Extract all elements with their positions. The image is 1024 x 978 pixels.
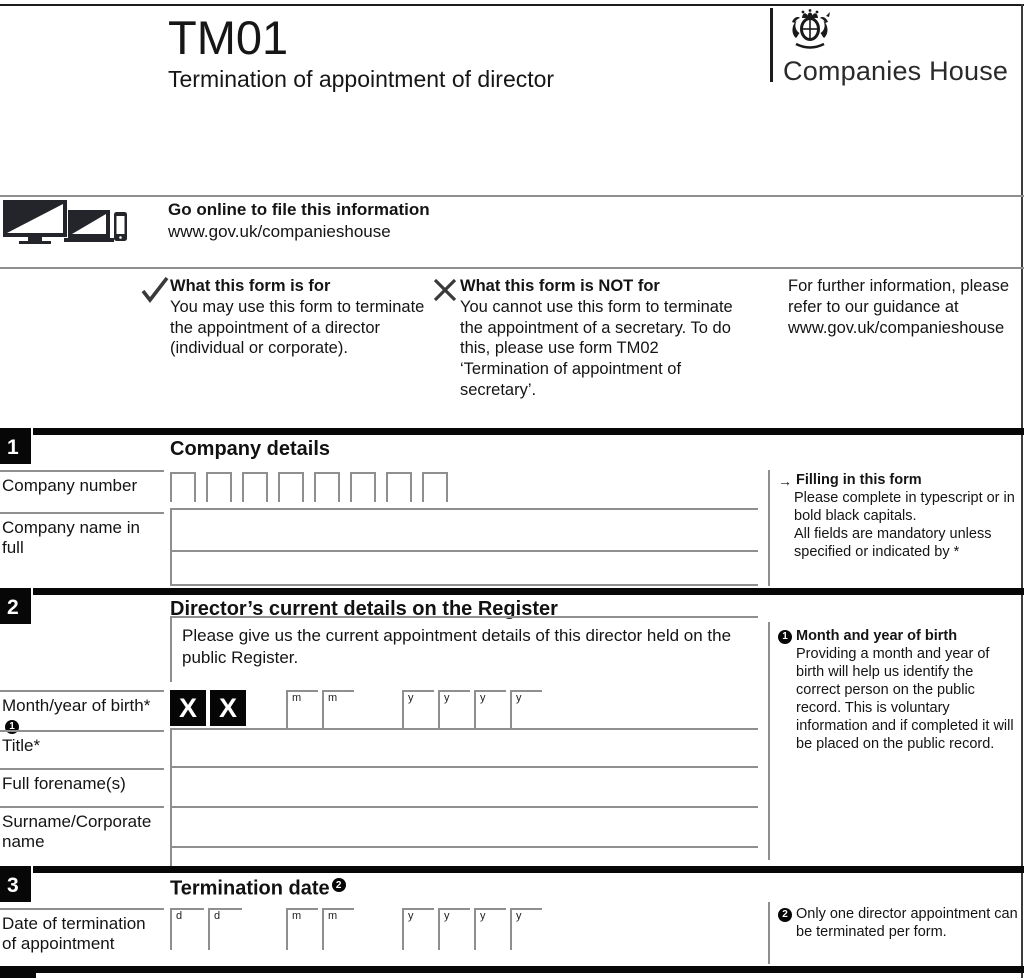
logo-divider	[770, 8, 773, 82]
termination-month-cell-1[interactable]: m	[286, 908, 318, 950]
section2-number: 2	[0, 588, 33, 626]
month-year-birth-note-heading: Month and year of birth	[796, 628, 958, 644]
company-number-cell-4[interactable]	[278, 472, 304, 502]
divider	[0, 195, 1024, 197]
title-label: Title*	[0, 730, 164, 756]
divider	[0, 267, 1024, 269]
checkmark-icon	[140, 276, 170, 304]
company-number-cell-7[interactable]	[386, 472, 412, 502]
what-form-is-not-for-body: You cannot use this form to terminate the appointment of a secretary. To do this, please use form TM02 ‘Termination of appointment of secretary’.	[460, 297, 733, 399]
forename-field[interactable]	[170, 766, 758, 806]
birth-year-cell-4[interactable]: y	[510, 690, 542, 728]
company-number-cell-3[interactable]	[242, 472, 268, 502]
month-year-birth-note	[778, 628, 1020, 754]
one-termination-note-body: Only one director appointment can be terminated per form.	[796, 906, 1018, 940]
what-form-is-for-body: You may use this form to terminate the appointment of a director (individual or corporate).	[170, 297, 425, 358]
birth-year-cell-1[interactable]: y	[402, 690, 434, 728]
royal-crest-icon	[786, 8, 834, 54]
birth-month-cell-2[interactable]: m	[322, 690, 354, 728]
section2-bar	[0, 588, 1024, 595]
title-field[interactable]	[170, 728, 758, 766]
termination-year-cell-4[interactable]: y	[510, 908, 542, 950]
notes-divider	[768, 902, 770, 964]
filling-in-form-body1: Please complete in typescript or in bold black capitals.	[794, 490, 1015, 525]
company-number-cell-8[interactable]	[422, 472, 448, 502]
note-ref-1-icon: 1	[5, 720, 19, 734]
surname-field-row2[interactable]	[170, 846, 758, 866]
what-form-is-for	[170, 276, 442, 359]
section2-instruction: Please give us the current appointment details of this director held on the public Register.	[170, 616, 758, 682]
page-right-edge	[1021, 4, 1023, 978]
termination-year-cell-3[interactable]: y	[474, 908, 506, 950]
section1-bar	[0, 428, 1024, 435]
note-ref-1-icon: 1	[778, 630, 792, 644]
termination-month-cell-2[interactable]: m	[322, 908, 354, 950]
company-name-field-row1[interactable]	[170, 508, 758, 550]
note-ref-2-icon: 2	[778, 908, 792, 922]
section3-bar	[0, 866, 1024, 873]
notes-divider	[768, 622, 770, 860]
filling-in-form-note	[778, 472, 1020, 562]
filling-in-form-body2: All fields are mandatory unless specified or indicated by *	[794, 526, 992, 561]
termination-date-label: Date of termination of appointment	[0, 908, 164, 954]
birth-month-blocked-cell-1: X	[170, 690, 206, 726]
note-ref-2-icon: 2	[332, 878, 346, 892]
go-online-heading: Go online to file this information	[168, 200, 430, 219]
forename-label: Full forename(s)	[0, 768, 164, 794]
termination-day-cell-1[interactable]: d	[170, 908, 204, 950]
birth-date-label: Month/year of birth*1	[0, 690, 164, 736]
termination-day-cell-2[interactable]: d	[208, 908, 242, 950]
company-name-label: Company name in full	[0, 512, 164, 558]
section1-number: 1	[0, 428, 33, 466]
birth-year-cell-2[interactable]: y	[438, 690, 470, 728]
devices-icon	[2, 199, 128, 245]
section4-number-stub	[0, 973, 36, 978]
company-name-field-row2[interactable]	[170, 550, 758, 586]
section2-heading: Director’s current details on the Register	[170, 598, 558, 620]
termination-year-cell-1[interactable]: y	[402, 908, 434, 950]
section3-number: 3	[0, 866, 33, 904]
termination-year-cell-2[interactable]: y	[438, 908, 470, 950]
go-online-url: www.gov.uk/companieshouse	[168, 222, 391, 241]
month-year-birth-note-body: Providing a month and year of birth will help us identify the correct person on the public record. This is voluntary information and if completed it will be placed on the public record.	[796, 645, 1014, 752]
what-form-is-not-for	[460, 276, 748, 401]
company-number-cell-6[interactable]	[350, 472, 376, 502]
birth-month-cell-1[interactable]: m	[286, 690, 318, 728]
company-number-cell-2[interactable]	[206, 472, 232, 502]
birth-year-cell-3[interactable]: y	[474, 690, 506, 728]
section4-bar	[0, 966, 1024, 973]
form-title: Termination of appointment of director	[168, 66, 555, 92]
one-termination-note	[778, 906, 1020, 942]
section3-heading: Termination date 2	[170, 876, 346, 901]
birth-month-blocked-cell-2: X	[210, 690, 246, 726]
filling-in-form-heading: Filling in this form	[796, 472, 922, 488]
company-number-cell-1[interactable]	[170, 472, 196, 502]
what-form-is-not-for-heading: What this form is NOT for	[460, 277, 660, 295]
cross-icon	[433, 278, 457, 302]
companies-house-logo-text: Companies House	[783, 56, 1009, 86]
further-information-note: For further information, please refer to our guidance at www.gov.uk/companieshouse	[788, 277, 1010, 337]
form-code: TM01	[168, 11, 289, 64]
company-number-label: Company number	[0, 470, 164, 496]
arrow-icon: →	[778, 473, 792, 489]
company-number-cell-5[interactable]	[314, 472, 340, 502]
what-form-is-for-heading: What this form is for	[170, 277, 331, 295]
section1-heading: Company details	[170, 438, 331, 460]
surname-field-row1[interactable]	[170, 806, 758, 846]
surname-label: Surname/Corporate name	[0, 806, 164, 852]
page-top-rule	[0, 4, 1024, 6]
notes-divider	[768, 470, 770, 586]
